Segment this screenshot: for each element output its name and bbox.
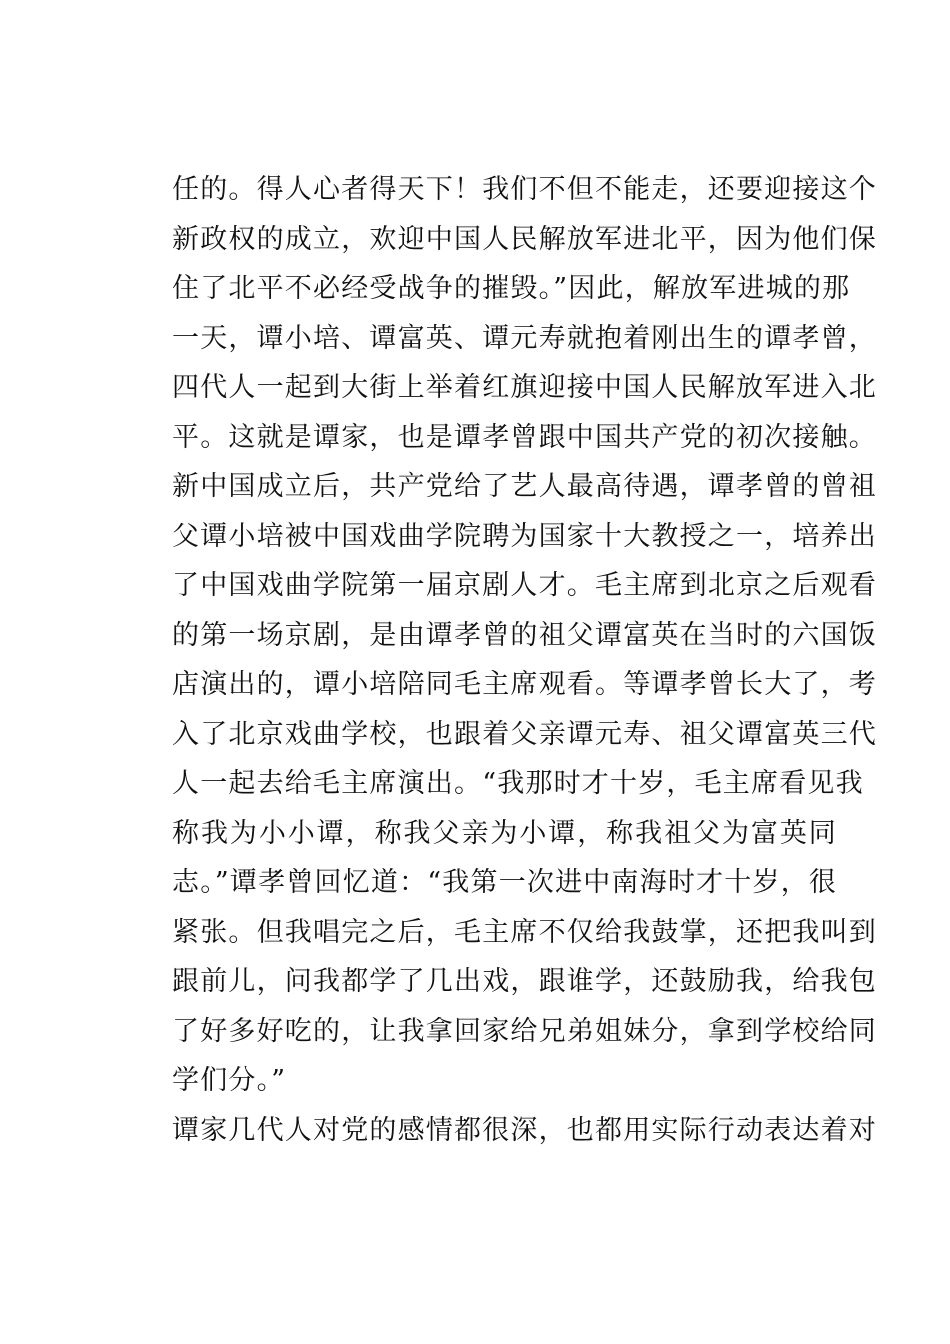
text-line: 称我为小小谭，称我父亲为小谭，称我祖父为富英同	[172, 817, 837, 849]
text-line: 人一起去给毛主席演出。“我那时才十岁，毛主席看见我	[172, 768, 864, 799]
text-line: 新政权的成立，欢迎中国人民解放军进北平，因为他们保	[172, 223, 877, 255]
text-line: 店演出的，谭小培陪同毛主席观看。等谭孝曾长大了，考	[172, 669, 877, 700]
text-line: 志。”谭孝曾回忆道：“我第一次进中南海时才十岁，很	[172, 867, 838, 898]
text-line: 了好多好吃的，让我拿回家给兄弟姐妹分，拿到学校给同	[172, 1015, 877, 1047]
text-line: 学们分。”	[172, 1065, 287, 1096]
text-line: 平。这就是谭家，也是谭孝曾跟中国共产党的初次接触。	[172, 421, 877, 453]
text-line: 任的。得人心者得天下！我们不但不能走，还要迎接这个	[172, 174, 877, 205]
text-line: 入了北京戏曲学校，也跟着父亲谭元寿、祖父谭富英三代	[172, 718, 877, 750]
body-text	[172, 165, 877, 1155]
text-line: 紧张。但我唱完之后，毛主席不仅给我鼓掌，还把我叫到	[172, 916, 877, 948]
text-line: 了中国戏曲学院第一届京剧人才。毛主席到北京之后观看	[172, 570, 877, 601]
text-line: 新中国成立后，共产党给了艺人最高待遇，谭孝曾的曾祖	[172, 471, 877, 502]
text-line: 四代人一起到大街上举着红旗迎接中国人民解放军进入北	[172, 372, 877, 403]
text-line: 父谭小培被中国戏曲学院聘为国家十大教授之一，培养出	[172, 520, 877, 552]
text-line: 的第一场京剧，是由谭孝曾的祖父谭富英在当时的六国饭	[172, 619, 877, 651]
text-line: 跟前儿，问我都学了几出戏，跟谁学，还鼓励我，给我包	[172, 966, 877, 997]
text-line: 谭家几代人对党的感情都很深，也都用实际行动表达着对	[172, 1114, 877, 1146]
text-line: 住了北平不必经受战争的摧毁。”因此，解放军进城的那	[172, 273, 851, 304]
text-line: 一天，谭小培、谭富英、谭元寿就抱着刚出生的谭孝曾，	[172, 322, 877, 354]
